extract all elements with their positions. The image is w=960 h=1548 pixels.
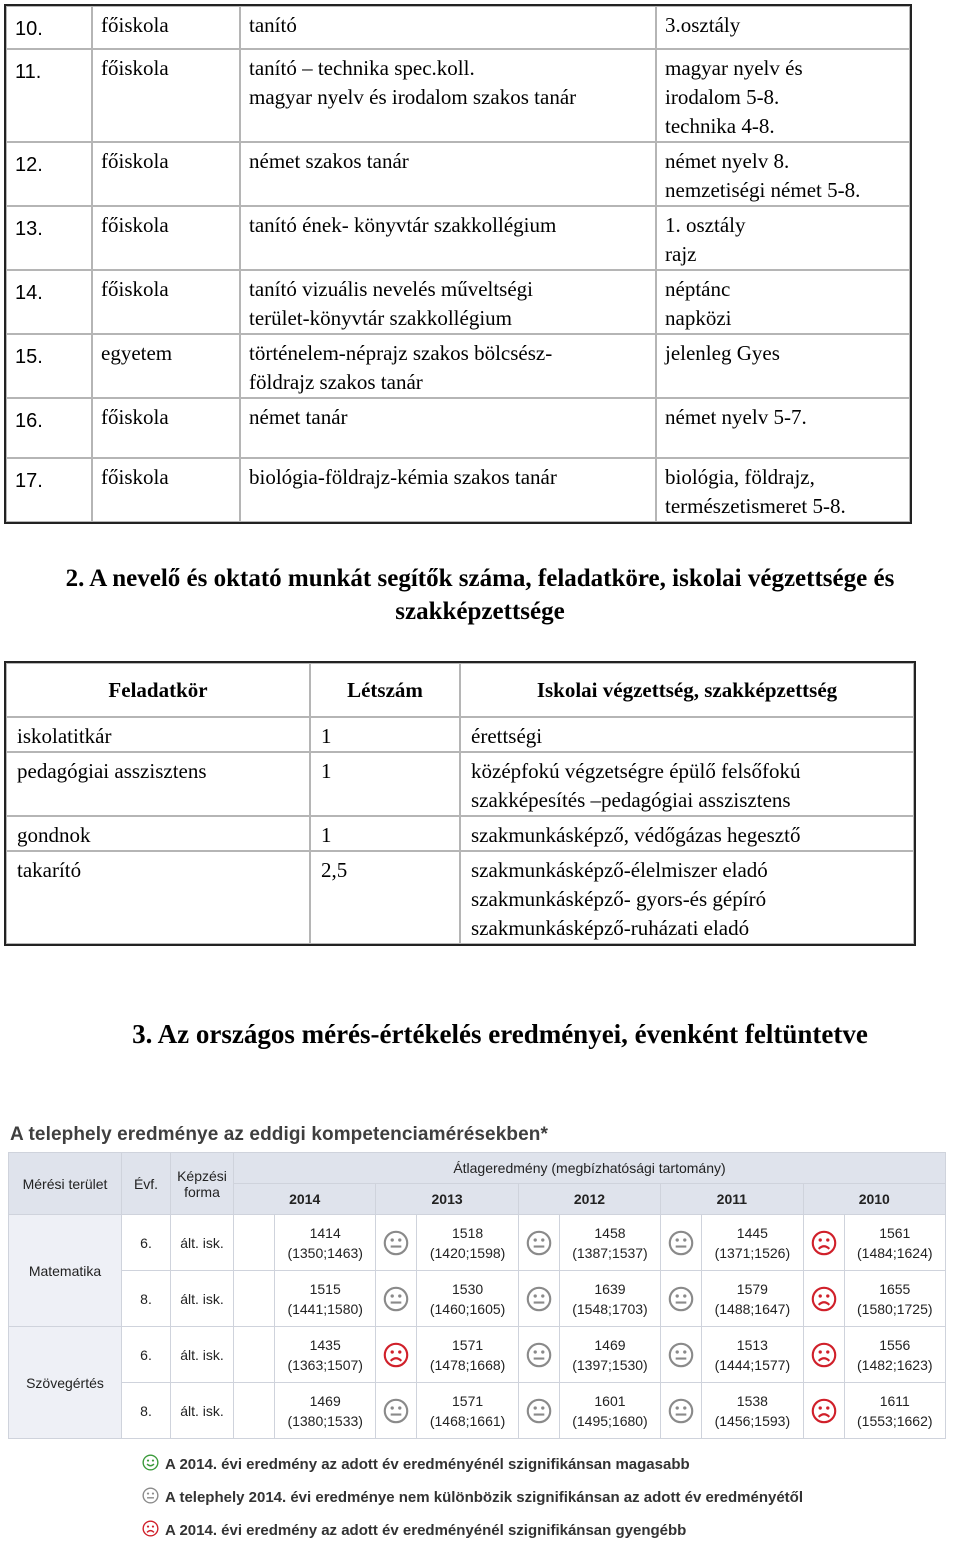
staff-education-level: főiskola (92, 49, 240, 142)
staff-qualification: német tanár (240, 398, 656, 458)
grade: 6. (122, 1327, 171, 1383)
competence-row (9, 1327, 946, 1383)
staff-subjects: biológia, földrajz, természetismeret 5-8. (656, 458, 910, 522)
support-count: 1 (310, 752, 460, 816)
average-score-cell (844, 1271, 945, 1327)
confidence-interval: (1553;1662) (857, 1412, 933, 1429)
staff-number: 11. (6, 49, 92, 142)
competence-row (9, 1271, 946, 1327)
header-area: Mérési terület (9, 1153, 122, 1215)
average-score-cell (417, 1215, 518, 1271)
support-role: gondnok (6, 816, 310, 851)
staff-number: 12. (6, 142, 92, 206)
competence-row (9, 1383, 946, 1439)
measurement-area: Szövegértés (9, 1327, 122, 1439)
confidence-interval: (1420;1598) (429, 1244, 506, 1261)
sad-face-icon (376, 1327, 417, 1383)
confidence-interval: (1380;1533) (287, 1412, 363, 1429)
confidence-interval: (1548;1703) (572, 1300, 648, 1317)
average-score-cell (559, 1215, 660, 1271)
average-score-cell (559, 1327, 660, 1383)
staff-subjects: 1. osztály rajz (656, 206, 910, 270)
confidence-interval: (1580;1725) (857, 1300, 933, 1317)
support-education: érettségi (460, 717, 914, 752)
staff-subjects: jelenleg Gyes (656, 334, 910, 398)
neutral-face-icon (376, 1271, 417, 1327)
average-score: 1579 (736, 1280, 768, 1297)
competence-row (9, 1215, 946, 1271)
staff-number: 17. (6, 458, 92, 522)
section-3-heading: 3. Az országos mérés-értékelés eredményei, évenként feltüntetve (132, 1019, 868, 1049)
confidence-interval: (1397;1530) (572, 1356, 648, 1373)
neutral-face-icon (661, 1215, 702, 1271)
average-score: 1571 (452, 1392, 484, 1409)
measurement-area: Matematika (9, 1215, 122, 1327)
empty-face-cell (234, 1271, 275, 1327)
staff-subjects: néptánc napközi (656, 270, 910, 334)
section-2-title: 2. A nevelő és oktató munkát segítők száma, feladatköre, iskolai végzettsége és szakképzettsége (65, 565, 895, 625)
staff-row (6, 6, 910, 49)
confidence-interval: (1444;1577) (714, 1356, 791, 1373)
training-form: ált. isk. (171, 1215, 234, 1271)
staff-qualification: történelem-néprajz szakos bölcsész- földrajz szakos tanár (240, 334, 656, 398)
neutral-face-icon (518, 1383, 559, 1439)
neutral-face-icon (518, 1327, 559, 1383)
average-score: 1469 (309, 1392, 341, 1409)
header-count: Létszám (310, 663, 460, 717)
neutral-face-icon (376, 1383, 417, 1439)
average-score-cell (417, 1327, 518, 1383)
training-form: ált. isk. (171, 1271, 234, 1327)
average-score: 1513 (736, 1336, 768, 1353)
average-score-cell (417, 1383, 518, 1439)
average-score-cell (559, 1383, 660, 1439)
sad-face-icon (803, 1327, 844, 1383)
confidence-interval: (1456;1593) (714, 1412, 791, 1429)
legend-text: A telephely 2014. évi eredménye nem különbözik szignifikánsan az adott év eredményétől (165, 1489, 803, 1506)
header-education: Iskolai végzettség, szakképzettség (460, 663, 914, 717)
average-score-cell (702, 1271, 803, 1327)
confidence-interval: (1363;1507) (287, 1356, 363, 1373)
staff-table (4, 4, 912, 524)
staff-number: 10. (6, 6, 92, 49)
year-header: 2014 (234, 1184, 376, 1215)
sad-face-icon (803, 1383, 844, 1439)
year-header: 2012 (518, 1184, 660, 1215)
competence-title: A telephely eredménye az eddigi kompetenciamérésekben* (10, 1124, 548, 1145)
average-score: 1556 (879, 1336, 911, 1353)
staff-qualification: tanító – technika spec.koll. magyar nyelv és irodalom szakos tanár (240, 49, 656, 142)
neutral-face-icon (518, 1215, 559, 1271)
support-education: szakmunkásképző, védőgázas hegesztő (460, 816, 914, 851)
confidence-interval: (1484;1624) (857, 1244, 933, 1261)
staff-number: 15. (6, 334, 92, 398)
average-score: 1435 (309, 1336, 341, 1353)
neutral-face-icon (661, 1327, 702, 1383)
staff-number: 14. (6, 270, 92, 334)
training-form: ált. isk. (171, 1383, 234, 1439)
staff-education-level: főiskola (92, 142, 240, 206)
confidence-interval: (1482;1623) (857, 1356, 933, 1373)
staff-education-level: egyetem (92, 334, 240, 398)
average-score: 1561 (879, 1224, 911, 1241)
average-score: 1414 (309, 1224, 341, 1241)
support-staff-row (6, 851, 914, 944)
empty-face-cell (234, 1215, 275, 1271)
average-score: 1611 (879, 1392, 910, 1409)
average-score-cell (275, 1215, 376, 1271)
header-average: Átlageredmény (megbízhatósági tartomány) (234, 1153, 946, 1184)
average-score-cell (844, 1215, 945, 1271)
confidence-interval: (1441;1580) (287, 1300, 363, 1317)
staff-qualification: tanító (240, 6, 656, 49)
average-score: 1445 (736, 1224, 768, 1241)
staff-subjects: német nyelv 8. nemzetiségi német 5-8. (656, 142, 910, 206)
confidence-interval: (1468;1661) (429, 1412, 506, 1429)
staff-row (6, 49, 910, 142)
average-score-cell (559, 1271, 660, 1327)
average-score: 1518 (452, 1224, 484, 1241)
average-score: 1515 (309, 1280, 341, 1297)
support-role: pedagógiai asszisztens (6, 752, 310, 816)
support-staff-row (6, 717, 914, 752)
sad-face-icon (803, 1271, 844, 1327)
happy-face-icon (142, 1454, 159, 1475)
neutral-face-icon (142, 1487, 159, 1508)
grade: 8. (122, 1271, 171, 1327)
support-count: 2,5 (310, 851, 460, 944)
staff-education-level: főiskola (92, 270, 240, 334)
average-score: 1538 (736, 1392, 768, 1409)
support-education: középfokú végzetségre épülő felsőfokú szakképesítés –pedagógiai asszisztens (460, 752, 914, 816)
support-count: 1 (310, 816, 460, 851)
section-2-heading (0, 562, 960, 628)
legend-item (142, 1454, 690, 1475)
legend-item (142, 1487, 803, 1508)
support-staff-table (4, 661, 916, 946)
staff-education-level: főiskola (92, 398, 240, 458)
staff-row (6, 458, 910, 522)
average-score-cell (844, 1327, 945, 1383)
neutral-face-icon (376, 1215, 417, 1271)
support-role: takarító (6, 851, 310, 944)
average-score-cell (702, 1383, 803, 1439)
average-score: 1571 (452, 1336, 484, 1353)
legend-item (142, 1520, 686, 1541)
staff-number: 16. (6, 398, 92, 458)
header-form: Képzési forma (171, 1153, 234, 1215)
support-staff-header-row (6, 663, 914, 717)
average-score-cell (702, 1215, 803, 1271)
legend-text: A 2014. évi eredmény az adott év eredményénél szignifikánsan gyengébb (165, 1522, 687, 1539)
neutral-face-icon (518, 1271, 559, 1327)
header-grade: Évf. (122, 1153, 171, 1215)
training-form: ált. isk. (171, 1327, 234, 1383)
staff-number: 13. (6, 206, 92, 270)
average-score-cell (275, 1383, 376, 1439)
average-score-cell (844, 1383, 945, 1439)
staff-qualification: tanító vizuális nevelés műveltségi terület-könyvtár szakkollégium (240, 270, 656, 334)
average-score: 1469 (594, 1336, 626, 1353)
year-header: 2011 (661, 1184, 803, 1215)
staff-row (6, 270, 910, 334)
support-education: szakmunkásképző-élelmiszer eladó szakmunkásképző- gyors-és gépíró szakmunkásképző-ruházati eladó (460, 851, 914, 944)
confidence-interval: (1478;1668) (429, 1356, 506, 1373)
average-score: 1655 (879, 1280, 911, 1297)
staff-education-level: főiskola (92, 6, 240, 49)
average-score: 1639 (594, 1280, 626, 1297)
neutral-face-icon (661, 1271, 702, 1327)
support-staff-row (6, 816, 914, 851)
staff-row (6, 142, 910, 206)
confidence-interval: (1460;1605) (429, 1300, 506, 1317)
staff-row (6, 398, 910, 458)
support-count: 1 (310, 717, 460, 752)
legend-text: A 2014. évi eredmény az adott év eredményénél szignifikánsan magasabb (165, 1456, 690, 1473)
support-staff-row (6, 752, 914, 816)
neutral-face-icon (661, 1383, 702, 1439)
staff-subjects: magyar nyelv és irodalom 5-8. technika 4-8. (656, 49, 910, 142)
support-role: iskolatitkár (6, 717, 310, 752)
staff-education-level: főiskola (92, 458, 240, 522)
average-score-cell (275, 1327, 376, 1383)
average-score-cell (702, 1327, 803, 1383)
staff-education-level: főiskola (92, 206, 240, 270)
average-score: 1458 (594, 1224, 626, 1241)
grade: 6. (122, 1215, 171, 1271)
sad-face-icon (803, 1215, 844, 1271)
confidence-interval: (1387;1537) (572, 1244, 648, 1261)
year-header: 2010 (803, 1184, 945, 1215)
header-role: Feladatkör (6, 663, 310, 717)
staff-row (6, 334, 910, 398)
staff-row (6, 206, 910, 270)
staff-qualification: tanító ének- könyvtár szakkollégium (240, 206, 656, 270)
confidence-interval: (1350;1463) (287, 1244, 363, 1261)
staff-subjects: német nyelv 5-7. (656, 398, 910, 458)
average-score-cell (275, 1271, 376, 1327)
year-header: 2013 (376, 1184, 518, 1215)
empty-face-cell (234, 1383, 275, 1439)
empty-face-cell (234, 1327, 275, 1383)
confidence-interval: (1495;1680) (572, 1412, 648, 1429)
confidence-interval: (1488;1647) (714, 1300, 791, 1317)
staff-qualification: német szakos tanár (240, 142, 656, 206)
grade: 8. (122, 1383, 171, 1439)
average-score-cell (417, 1271, 518, 1327)
average-score: 1601 (594, 1392, 626, 1409)
sad-face-icon (142, 1520, 159, 1541)
staff-subjects: 3.osztály (656, 6, 910, 49)
staff-qualification: biológia-földrajz-kémia szakos tanár (240, 458, 656, 522)
average-score: 1530 (452, 1280, 484, 1297)
competence-table (8, 1152, 946, 1439)
confidence-interval: (1371;1526) (714, 1244, 791, 1261)
